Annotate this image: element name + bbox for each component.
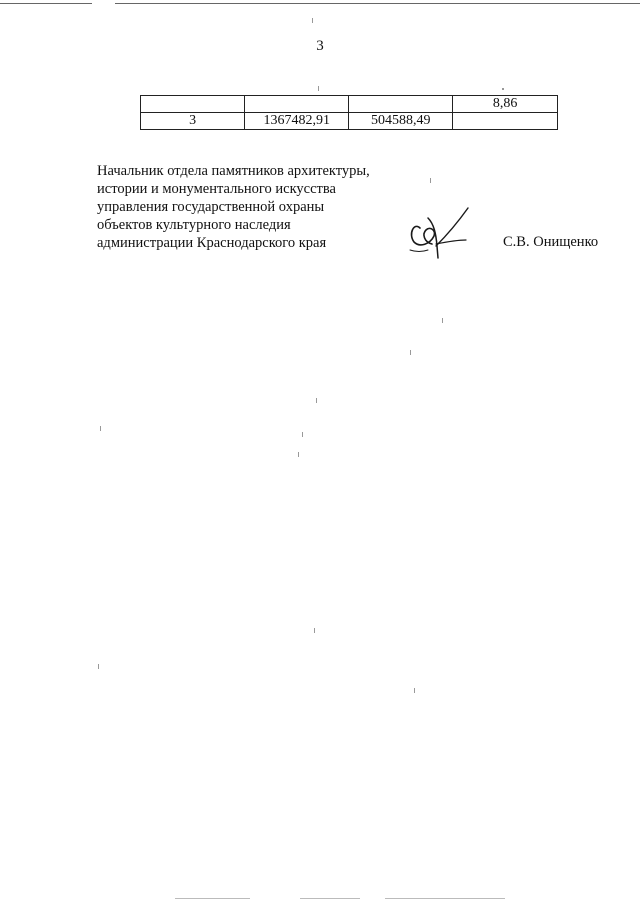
scan-speck [442,318,443,323]
scan-dot [502,88,504,90]
signatory-title-line: объектов культурного наследия [97,217,291,233]
table-cell [141,96,245,113]
table-cell: 1367482,91 [245,113,349,130]
table-cell [245,96,349,113]
scan-edge-line [0,3,92,4]
scan-speck [100,426,101,431]
scan-edge-line [385,898,505,899]
table-cell: 504588,49 [349,113,453,130]
scan-speck [312,18,313,23]
scan-edge-line [300,898,360,899]
signatory-title-line: истории и монументального искусства [97,181,336,197]
scan-speck [98,664,99,669]
page-number: 3 [316,38,324,54]
scan-speck [410,350,411,355]
table-row [141,113,558,130]
scan-edge-line [115,3,640,4]
data-table [140,95,558,130]
signer-name: С.В. Онищенко [503,234,599,250]
signatory-title-line: управления государственной охраны [97,199,325,215]
table-cell: 3 [141,113,245,130]
table-row [141,96,558,113]
scan-speck [414,688,415,693]
table-cell [349,96,453,113]
signatory-title-line: администрации Краснодарского края [97,235,327,251]
scan-speck [318,86,319,91]
scan-speck [430,178,431,183]
signatory-title [97,162,397,252]
handwritten-signature [406,200,486,266]
table-cell [453,113,558,130]
table-cell: 8,86 [453,96,558,113]
scan-speck [314,628,315,633]
scan-speck [302,432,303,437]
scan-edge-line [175,898,250,899]
scan-speck [316,398,317,403]
signatory-title-line: Начальник отдела памятников архитектуры, [97,163,370,179]
scan-speck [298,452,299,457]
